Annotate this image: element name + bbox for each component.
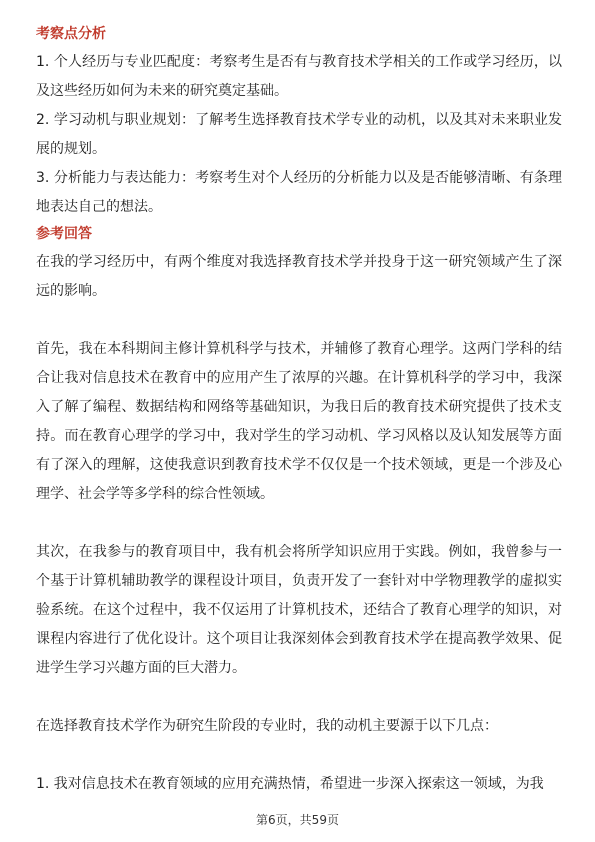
- analysis-item-3: 3. 分析能力与表达能力：考察考生对个人经历的分析能力以及是否能够清晰、有条理地表达自己的想法。: [36, 170, 562, 215]
- page-number: 第6页，共59页: [256, 813, 339, 827]
- analysis-item-2: 2. 学习动机与职业规划：了解考生选择教育技术学专业的动机，以及其对未来职业发展的规划。: [36, 112, 562, 157]
- answer-paragraph-intro: 在我的学习经历中，有两个维度对我选择教育技术学并投身于这一研究领域产生了深远的影响。: [36, 254, 562, 299]
- answer-paragraph-second: 其次，在我参与的教育项目中，我有机会将所学知识应用于实践。例如，我曾参与一个基于计算机辅助教学的课程设计项目，负责开发了一套针对中学物理教学的虚拟实验系统。在这个过程中，我不仅运用了计算机技术，还结合了教育心理学的知识，对课程内容进行了优化设计。这个项目让我深刻体会到教育技术学在提高教学效果、促进学生学习兴趣方面的巨大潜力。: [36, 544, 562, 676]
- analysis-item-1: 1. 个人经历与专业匹配度：考察考生是否有与教育技术学相关的工作或学习经历，以及这些经历如何为未来的研究奠定基础。: [36, 54, 562, 99]
- answer-paragraph-first: 首先，我在本科期间主修计算机科学与技术，并辅修了教育心理学。这两门学科的结合让我对信息技术在教育中的应用产生了浓厚的兴趣。在计算机科学的学习中，我深入了解了编程、数据结构和网络等基础知识，为我日后的教育技术研究提供了技术支持。而在教育心理学的学习中，我对学生的学习动机、学习风格以及认知发展等方面有了深入的理解，这使我意识到教育技术学不仅仅是一个技术领域，更是一个涉及心理学、社会学等多学科的综合性领域。: [36, 341, 562, 502]
- analysis-heading: 考察点分析: [36, 26, 106, 42]
- answer-paragraph-motivation: 在选择教育技术学作为研究生阶段的专业时，我的动机主要源于以下几点：: [36, 718, 498, 734]
- answer-list-item-1: 1. 我对信息技术在教育领域的应用充满热情，希望进一步深入探索这一领域，为我: [36, 776, 544, 792]
- answer-heading: 参考回答: [36, 226, 92, 242]
- document-body: [36, 24, 562, 799]
